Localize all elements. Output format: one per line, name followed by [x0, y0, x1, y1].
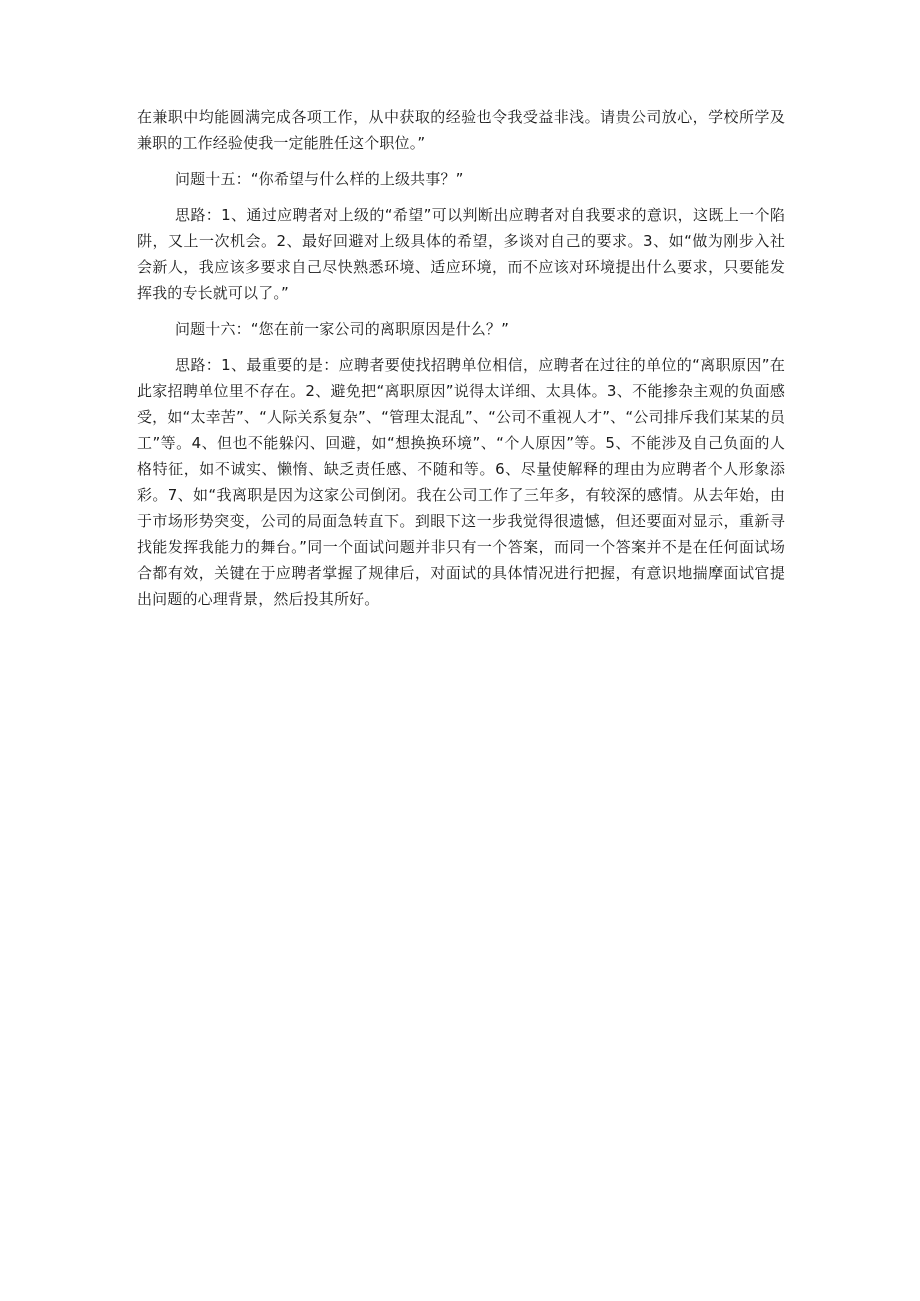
question-16-answer: 思路：1、最重要的是：应聘者要使找招聘单位相信，应聘者在过往的单位的“离职原因”在此家招聘单位里不存在。2、避免把“离职原因”说得太详细、太具体。3、不能掺杂主观的负面感受，如“太幸苦”、“人际关系复杂”、“管理太混乱”、“公司不重视人才”、“公司排斥我们某某的员工”等。4、但也不能躲闪、回避，如“想换换环境”、“个人原因”等。5、不能涉及自己负面的人格特征，如不诚实、懒惰、缺乏责任感、不随和等。6、尽量使解释的理由为应聘者个人形象添彩。7、如“我离职是因为这家公司倒闭。我在公司工作了三年多，有较深的感情。从去年始，由于市场形势突变，公司的局面急转直下。到眼下这一步我觉得很遗憾，但还要面对显示，重新寻找能发挥我能力的舞台。”同一个面试问题并非只有一个答案，而同一个答案并不是在任何面试场合都有效，关键在于应聘者掌握了规律后，对面试的具体情况进行把握，有意识地揣摩面试官提出问题的心理背景，然后投其所好。	[137, 356, 785, 608]
document-page	[137, 104, 785, 612]
question-15-answer: 思路：1、通过应聘者对上级的“希望”可以判断出应聘者对自我要求的意识，这既上一个陷阱，又上一次机会。2、最好回避对上级具体的希望，多谈对自己的要求。3、如“做为刚步入社会新人，我应该多要求自己尽快熟悉环境、适应环境，而不应该对环境提出什么要求，只要能发挥我的专长就可以了。”	[137, 206, 785, 302]
question-16-heading: 问题十六：“您在前一家公司的离职原因是什么？”	[175, 320, 509, 338]
continuation-paragraph: 在兼职中均能圆满完成各项工作，从中获取的经验也令我受益非浅。请贵公司放心，学校所学及兼职的工作经验使我一定能胜任这个职位。”	[137, 108, 785, 152]
question-15-heading: 问题十五：“你希望与什么样的上级共事？”	[175, 170, 464, 188]
